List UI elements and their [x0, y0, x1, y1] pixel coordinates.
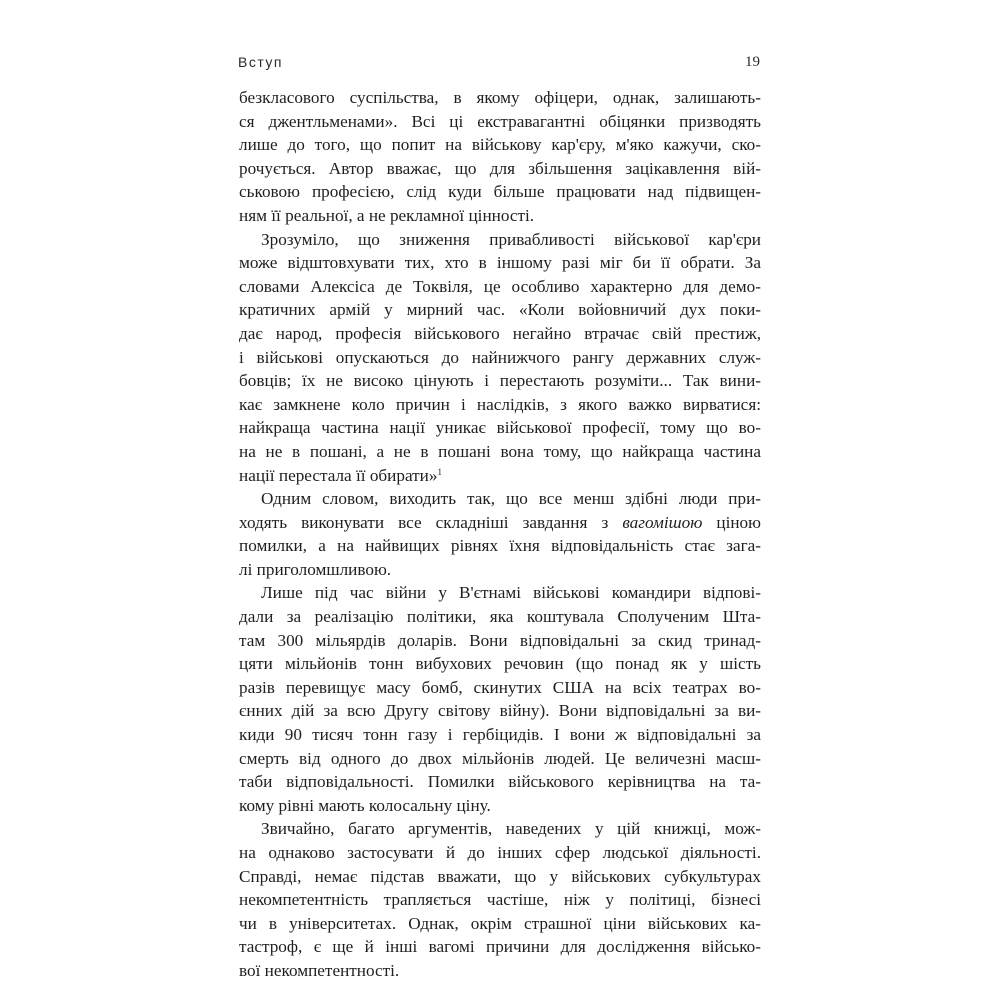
body-text: [239, 86, 761, 983]
paragraph-3: [239, 487, 761, 581]
text-line: на однаково застосувати й до інших сфер людської діяльності.: [239, 843, 761, 862]
text-line: бовців; їх не високо цінують і перестають розуміти... Так вини-: [239, 371, 761, 391]
text-line: Одним словом, виходить так, що все менш здібні люди при-: [261, 489, 761, 509]
text-line: Звичайно, багато аргументів, наведених у цій книжці, мож-: [261, 819, 761, 839]
text-line: кому рівні мають колосальну ціну.: [239, 795, 491, 815]
text-line-with-footnote: [239, 464, 761, 488]
text-segment: ходять виконувати все складніші завдання з: [239, 512, 609, 532]
text-line: ся джентльменами». Всі ці екстравагантні обіцянки призводять: [239, 111, 761, 131]
text-line: разів перевищує масу бомб, скинутих США на всіх театрах во-: [239, 677, 761, 697]
text-line: єнних дій за всю Другу світову війну). Вони відповідальні за ви-: [239, 701, 761, 721]
text-line-with-emphasis: [239, 511, 761, 535]
text-line: може відштовхувати тих, хто в іншому разі міг би її обрати. За: [239, 253, 761, 273]
text-line: дає народ, професія військового негайно втрачає свій престиж,: [239, 323, 761, 343]
text-line: вої некомпетентності.: [239, 960, 400, 980]
text-line: там 300 мільярдів доларів. Вони відповідальні за скид тринад-: [239, 630, 761, 650]
paragraph-2: [239, 228, 761, 488]
text-line: некомпетентність трапляється частіше, ніж у політиці, бізнесі: [239, 890, 761, 910]
text-line: рочується. Автор вважає, що для збільшення зацікавлення вій-: [239, 158, 761, 178]
paragraph-1: [239, 86, 761, 228]
text-line: лі приголомшливою.: [239, 559, 392, 579]
text-line: тастроф, є ще й інші вагомі причини для дослідження військо-: [239, 937, 761, 957]
text-line: ськовою професією, слід куди більше працювати над підвищен-: [239, 182, 761, 202]
emphasis-text: вагомішою: [622, 512, 703, 532]
text-line: киди 90 тисяч тонн газу і гербіцидів. І вони ж відповідальні за: [239, 725, 761, 745]
text-line: нації перестала її обирати»: [239, 465, 438, 485]
text-line: Зрозуміло, що зниження привабливості військової кар'єри: [261, 229, 761, 249]
text-line: і військові опускаються до найнижчого рангу державних служ-: [239, 347, 761, 367]
text-line: чи в університетах. Однак, окрім страшної ціни військових ка-: [239, 913, 761, 933]
paragraph-4: [239, 581, 761, 817]
text-line: дали за реалізацію політики, яка коштувала Сполученим Шта-: [239, 607, 761, 627]
text-line: лише до того, що попит на військову кар'єру, м'яко кажучи, ско-: [239, 135, 761, 155]
footnote-mark[interactable]: 1: [437, 466, 442, 477]
text-line: помилки, а на найвищих рівнях їхня відповідальність стає зага-: [239, 536, 761, 556]
page-number: 19: [745, 54, 760, 70]
text-segment: ціною: [716, 512, 761, 532]
text-line: таби відповідальності. Помилки військового керівництва на та-: [239, 772, 761, 792]
text-line: кратичних армій у мирний час. «Коли войовничий дух поки-: [239, 300, 761, 320]
text-line: словами Алексіса де Токвіля, це особливо характерно для демо-: [239, 276, 761, 296]
text-line: на не в пошані, а не в пошані вона тому, що найкраща частина: [239, 441, 761, 461]
text-line: кає замкнене коло причин і наслідків, з якого важко вирватися:: [239, 394, 761, 414]
text-line: Справді, немає підстав вважати, що у військових субкультурах: [239, 866, 761, 886]
text-line: ням її реальної, а не рекламної цінності.: [239, 205, 535, 225]
text-line: смерть від одного до двох мільйонів людей. Це величезні масш-: [239, 748, 761, 768]
paragraph-5: [239, 817, 761, 982]
running-head: Вступ: [238, 54, 283, 70]
text-line: цяти мільйонів тонн вибухових речовин (що понад як у шість: [239, 654, 761, 674]
text-line: найкраща частина нації уникає військової професії, тому що во-: [239, 418, 761, 438]
text-line: безкласового суспільства, в якому офіцери, однак, залишають-: [239, 88, 761, 107]
text-line: Лише під час війни у В'єтнамі військові командири відпові-: [261, 583, 761, 603]
